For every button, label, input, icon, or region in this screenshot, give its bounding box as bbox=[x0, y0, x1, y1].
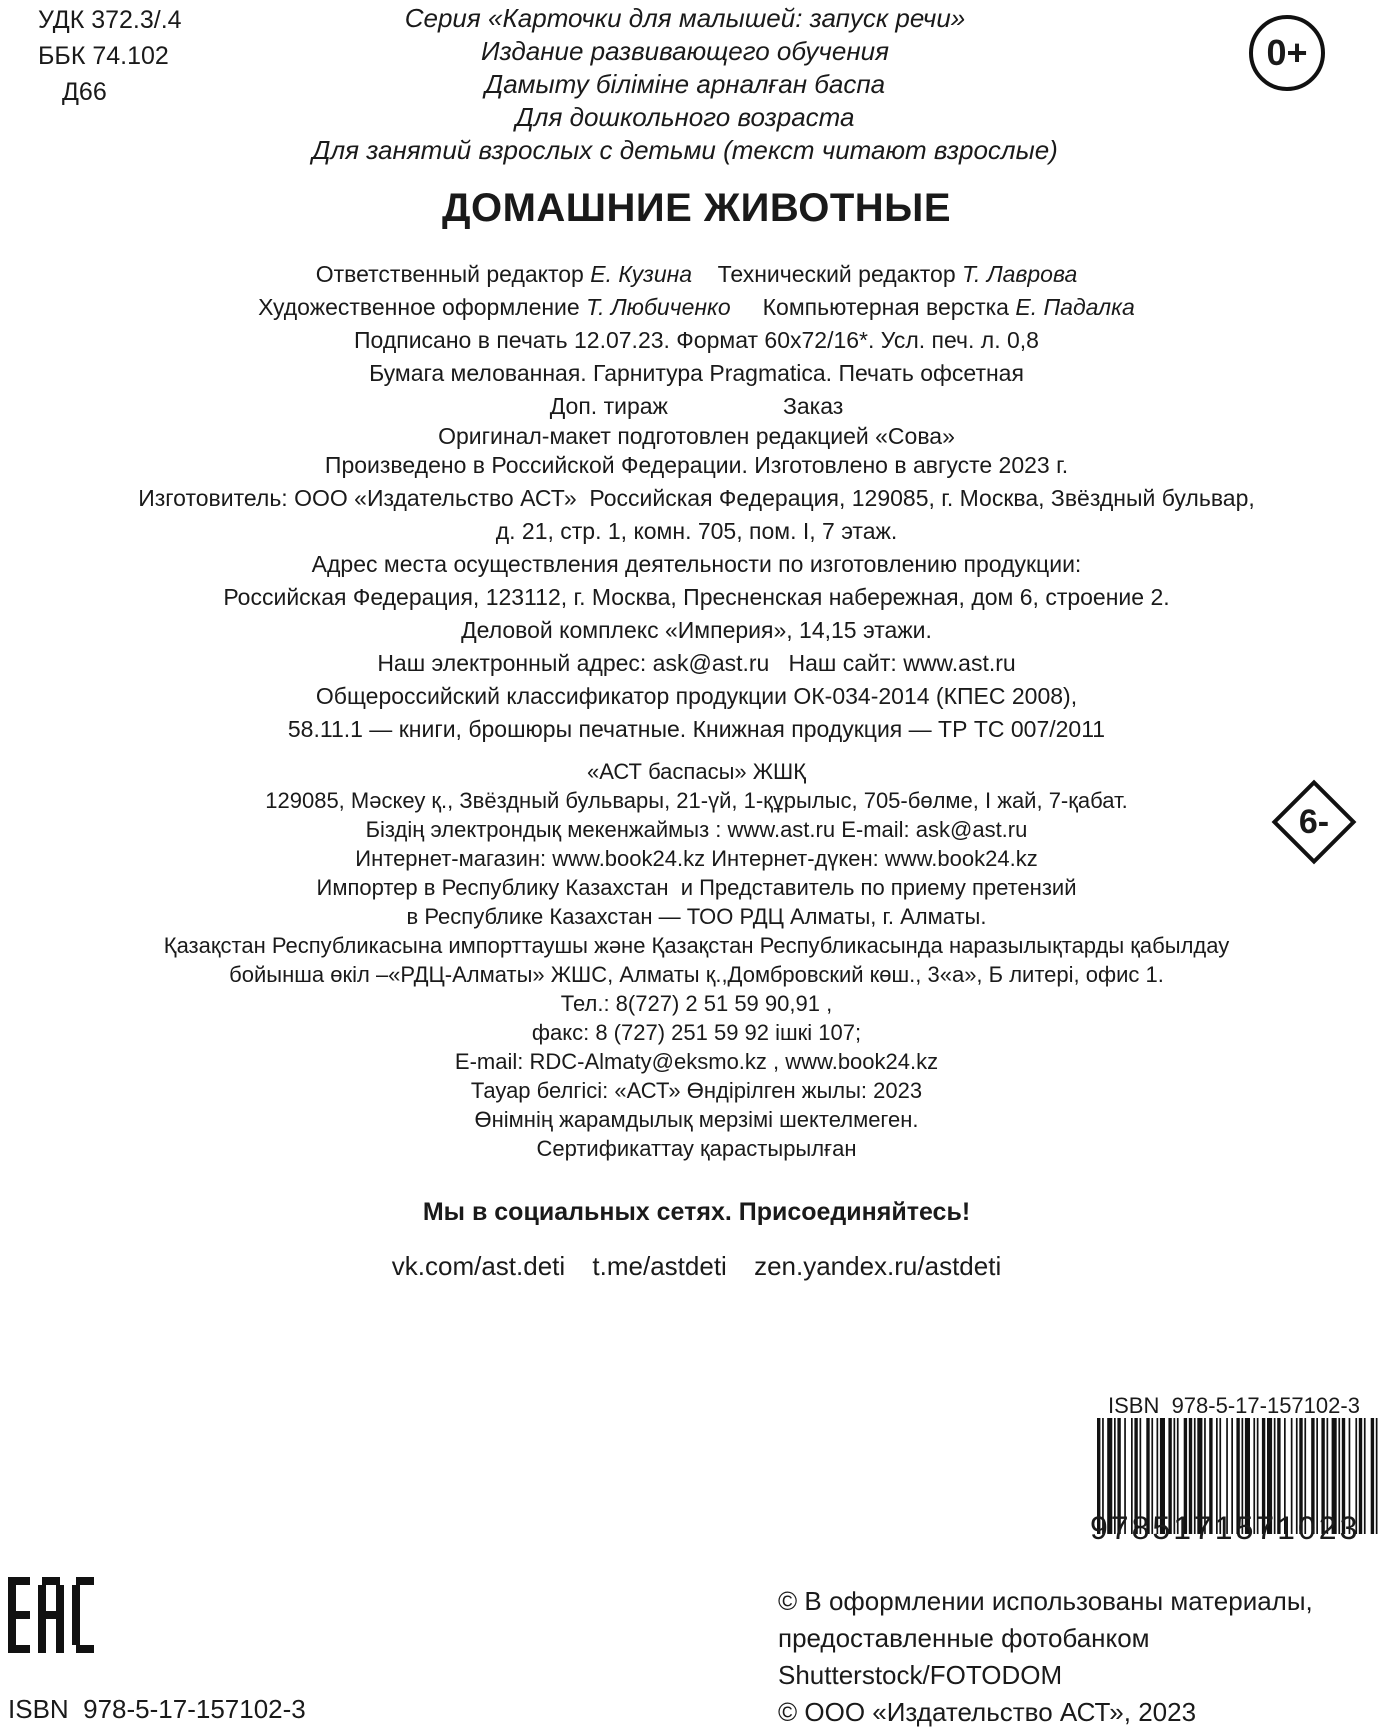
copyright-block bbox=[778, 1583, 1313, 1731]
kz-line: факс: 8 (727) 251 59 92 ішкі 107; bbox=[531, 1020, 862, 1045]
imprint-line: Подписано в печать 12.07.23. Формат 60x72/16*. Усл. печ. л. 0,8 bbox=[354, 327, 1039, 353]
kz-line: в Республике Казахстан — ТОО РДЦ Алматы, г. Алматы. bbox=[406, 904, 987, 929]
kz-line: Тауар белгісі: «АСТ» Өндірілген жылы: 2023 bbox=[470, 1078, 923, 1103]
barcode-digits: 9785171571023 bbox=[1090, 1510, 1361, 1546]
tech-editor-name: Т. Лаврова bbox=[962, 261, 1078, 287]
imprint-line: Общероссийский классификатор продукции ОК-034-2014 (КПЕС 2008), bbox=[315, 683, 1078, 709]
copyright-line: предоставленные фотобанком bbox=[778, 1623, 1150, 1653]
series-line: Для дошкольного возраста bbox=[515, 102, 855, 132]
art-name: Т. Любиченко bbox=[586, 294, 731, 320]
social-links bbox=[0, 1250, 1393, 1282]
kz-line: Интернет-магазин: www.book24.kz Интернет-дүкен: www.book24.kz bbox=[355, 846, 1038, 871]
kz-line: Импортер в Республику Казахстан и Представитель по приему претензий bbox=[316, 875, 1077, 900]
imprint-line: Деловой комплекс «Империя», 14,15 этажи. bbox=[461, 617, 932, 643]
art-label: Художественное оформление bbox=[258, 294, 587, 320]
copyright-line: Shutterstock/FOTODOM bbox=[778, 1660, 1063, 1690]
age-rating-text: 0+ bbox=[1266, 32, 1308, 73]
kz-age-rating-badge bbox=[1272, 780, 1356, 864]
series-line: Дамыту біліміне арналған баспа bbox=[484, 69, 886, 99]
barcode-bar bbox=[1376, 1418, 1378, 1534]
imprint-line: Произведено в Российской Федерации. Изготовлено в августе 2023 г. bbox=[324, 452, 1069, 478]
design-line bbox=[0, 291, 1393, 324]
kz-line: Сертификаттау қарастырылған bbox=[536, 1136, 857, 1161]
series-line: Издание развивающего обучения bbox=[480, 36, 890, 66]
imprint-line: д. 21, стр. 1, комн. 705, пом. I, 7 этаж. bbox=[495, 518, 898, 544]
resp-editor-name: Е. Кузина bbox=[590, 261, 693, 287]
barcode-bar bbox=[1364, 1418, 1366, 1534]
barcode-bar bbox=[1371, 1418, 1374, 1534]
imprint-line: Оригинал-макет подготовлен редакцией «Сова» bbox=[438, 423, 955, 449]
book-title: ДОМАШНИЕ ЖИВОТНЫЕ bbox=[441, 186, 951, 230]
kz-line: Біздің электрондық мекенжаймыз : www.ast.ru E-mail: ask@ast.ru bbox=[365, 817, 1028, 842]
imprint-credits bbox=[0, 258, 1393, 746]
bbk-code: ББК 74.102 bbox=[38, 42, 169, 70]
author-mark: Д66 bbox=[62, 78, 107, 106]
isbn-label-top: ISBN 978-5-17-157102-3 bbox=[1108, 1393, 1360, 1418]
kz-line: бойынша өкіл –«РДЦ-Алматы» ЖШС, Алматы қ.,Домбровский көш., 3«а», Б литері, офис 1. bbox=[229, 962, 1164, 987]
imprint-line: 58.11.1 — книги, брошюры печатные. Книжная продукция — ТР ТС 007/2011 bbox=[287, 716, 1106, 742]
social-heading: Мы в социальных сетях. Присоединяйтесь! bbox=[422, 1198, 971, 1226]
editors-line bbox=[0, 258, 1393, 291]
udk-code: УДК 372.3/.4 bbox=[38, 6, 182, 34]
imprint-line: Бумага мелованная. Гарнитура Pragmatica. Печать офсетная bbox=[369, 360, 1024, 386]
kz-line: Тел.: 8(727) 2 51 59 90,91 , bbox=[560, 991, 833, 1016]
series-line: Для занятий взрослых с детьми (текст читают взрослые) bbox=[312, 135, 1058, 165]
series-info bbox=[190, 2, 1180, 167]
social-link-zen[interactable]: zen.yandex.ru/astdeti bbox=[754, 1251, 1002, 1281]
imprint-line: Адрес места осуществления деятельности по изготовлению продукции: bbox=[311, 551, 1082, 577]
imprint-line: Доп. тираж Заказ bbox=[549, 393, 844, 419]
age-rating-badge bbox=[1249, 15, 1325, 91]
kz-line: Қазақстан Республикасына импорттаушы және Қазақстан Республикасында наразылықтарды қабылдау bbox=[163, 933, 1230, 958]
social-link-telegram[interactable]: t.me/astdeti bbox=[592, 1251, 727, 1281]
classification-codes bbox=[38, 2, 182, 110]
resp-editor-label: Ответственный редактор bbox=[315, 261, 591, 287]
kz-line: 129085, Мәскеу қ., Звёздный бульвары, 21-үй, 1-құрылыс, 705-бөлме, I жай, 7-қабат. bbox=[265, 788, 1128, 813]
layout-name: Е. Падалка bbox=[1015, 294, 1135, 320]
kazakh-imprint bbox=[0, 757, 1393, 1163]
eac-icon bbox=[6, 1575, 96, 1655]
kz-age-rating-text: 6- bbox=[1298, 802, 1330, 841]
kz-line: E-mail: RDC-Almaty@eksmo.kz , www.book24.kz bbox=[454, 1049, 939, 1074]
copyright-line: © ООО «Издательство АСТ», 2023 bbox=[778, 1697, 1197, 1727]
isbn-label-bottom: ISBN 978-5-17-157102-3 bbox=[8, 1694, 306, 1724]
imprint-line: Наш электронный адрес: ask@ast.ru Наш сайт: www.ast.ru bbox=[377, 650, 1016, 676]
imprint-line: Изготовитель: ООО «Издательство АСТ» Российская Федерация, 129085, г. Москва, Звёздный бульвар, bbox=[138, 485, 1255, 511]
kz-line: Өнімнің жарамдылық мерзімі шектелмеген. bbox=[474, 1107, 919, 1132]
social-link-vk[interactable]: vk.com/ast.deti bbox=[391, 1251, 566, 1281]
kz-line: «АСТ баспасы» ЖШҚ bbox=[586, 759, 807, 784]
series-line: Серия «Карточки для малышей: запуск речи» bbox=[404, 3, 966, 33]
copyright-line: © В оформлении использованы материалы, bbox=[778, 1586, 1313, 1616]
imprint-line: Российская Федерация, 123112, г. Москва, Пресненская набережная, дом 6, строение 2. bbox=[223, 584, 1170, 610]
layout-label: Компьютерная верстка bbox=[762, 294, 1016, 320]
tech-editor-label: Технический редактор bbox=[717, 261, 963, 287]
